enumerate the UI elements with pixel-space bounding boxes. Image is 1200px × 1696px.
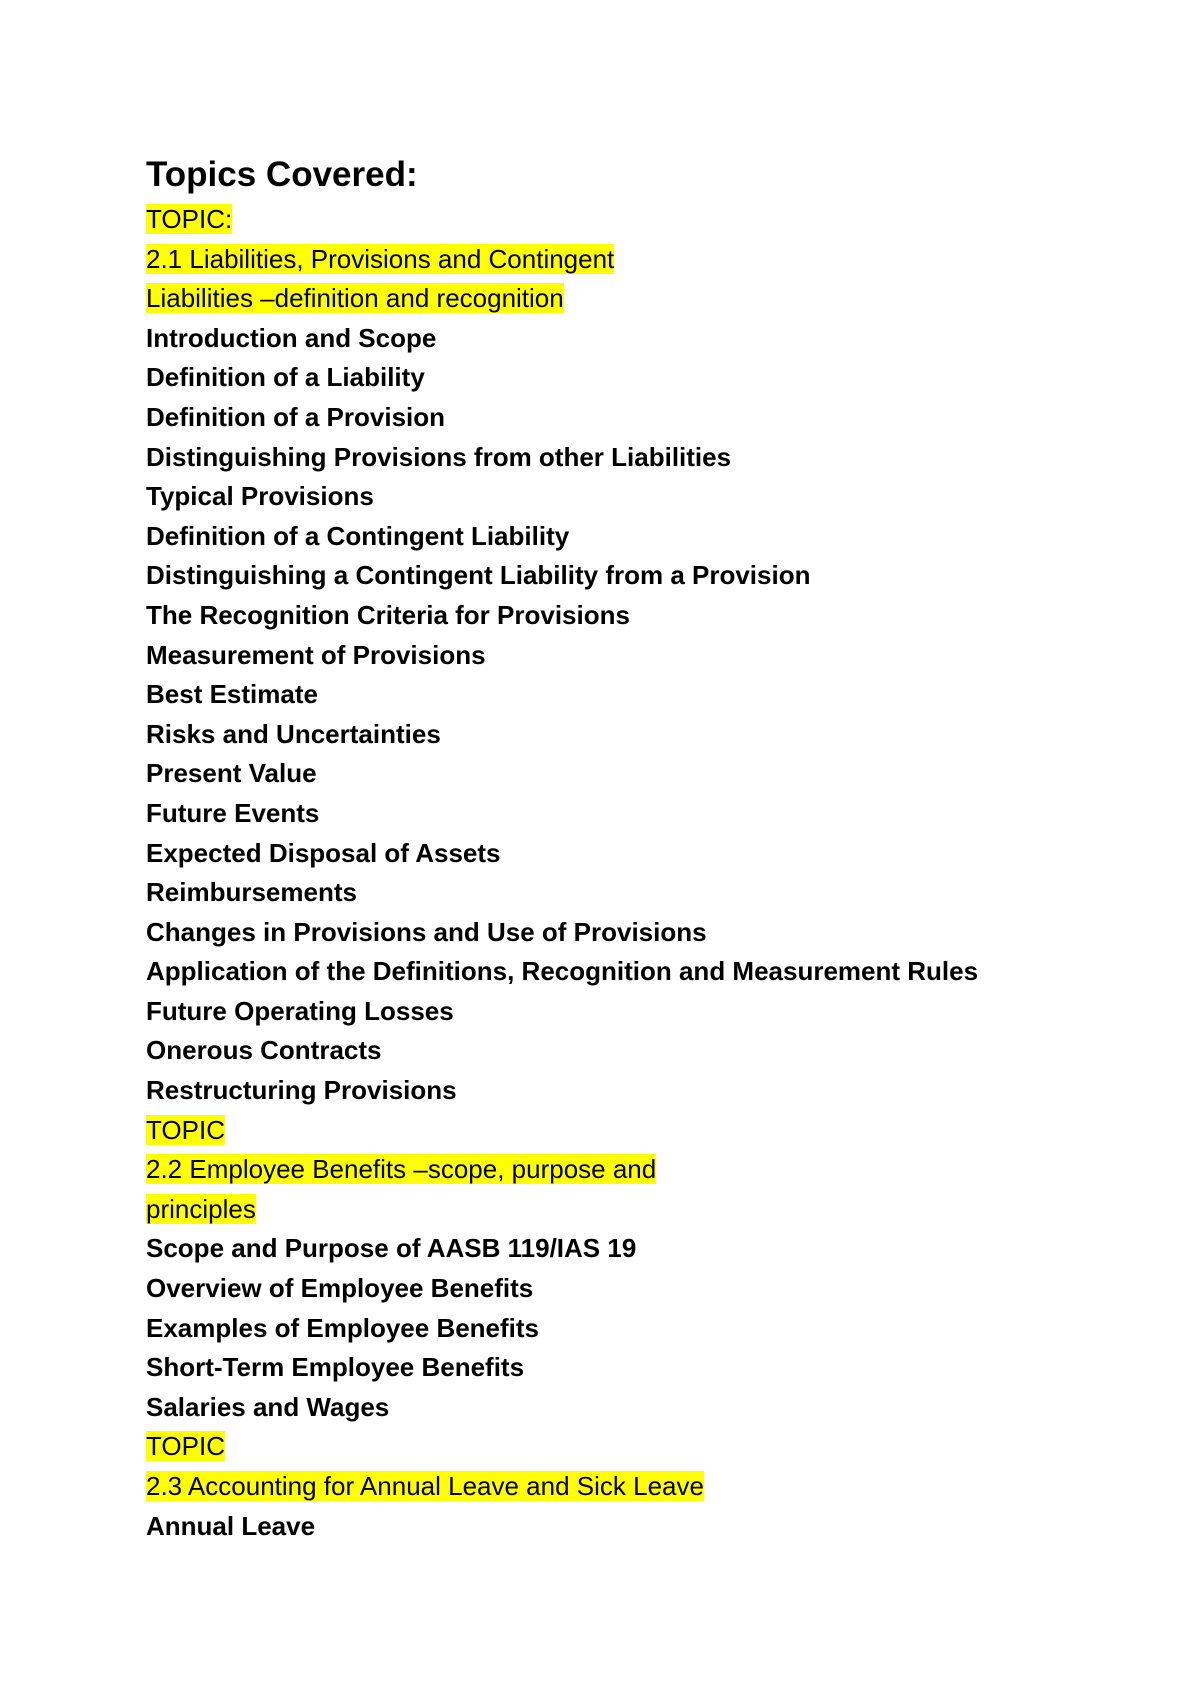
topic-item (146, 715, 1146, 755)
line-text: Scope and Purpose of AASB 119/IAS 19 (146, 1233, 637, 1264)
topic-heading-line (146, 1150, 1146, 1190)
topic-item (146, 834, 1146, 874)
topic-heading-line (146, 1427, 1146, 1467)
topic-item (146, 596, 1146, 636)
line-text: Measurement of Provisions (146, 639, 486, 670)
line-text: TOPIC (146, 1431, 225, 1462)
line-text: Reimbursements (146, 877, 357, 908)
line-text: Definition of a Contingent Liability (146, 520, 570, 551)
topic-list (146, 200, 1146, 1546)
topic-item (146, 913, 1146, 953)
topic-item (146, 952, 1146, 992)
line-text: Definition of a Liability (146, 362, 425, 393)
line-text: Present Value (146, 758, 317, 789)
topic-item (146, 438, 1146, 478)
line-text: Salaries and Wages (146, 1391, 390, 1422)
line-text: 2.2 Employee Benefits –scope, purpose and (146, 1154, 657, 1185)
topic-item (146, 1309, 1146, 1349)
line-text: Short-Term Employee Benefits (146, 1352, 525, 1383)
topic-item (146, 992, 1146, 1032)
line-text: Best Estimate (146, 679, 318, 710)
line-text: The Recognition Criteria for Provisions (146, 599, 630, 630)
line-text: Definition of a Provision (146, 401, 446, 432)
topic-item (146, 517, 1146, 557)
document-page (146, 150, 1146, 1546)
line-text: Examples of Employee Benefits (146, 1312, 540, 1343)
line-text: Introduction and Scope (146, 322, 437, 353)
topic-item (146, 477, 1146, 517)
topic-heading-line (146, 240, 1146, 280)
line-text: Risks and Uncertainties (146, 718, 441, 749)
topic-heading-line (146, 1111, 1146, 1151)
topic-item (146, 754, 1146, 794)
line-text: TOPIC (146, 1114, 225, 1145)
topic-item (146, 636, 1146, 676)
topic-heading-line (146, 279, 1146, 319)
line-text: Future Events (146, 797, 320, 828)
line-text: Overview of Employee Benefits (146, 1273, 534, 1304)
line-text: Distinguishing a Contingent Liability from a Provision (146, 560, 811, 591)
topic-item (146, 1507, 1146, 1547)
line-text: TOPIC: (146, 204, 233, 234)
line-text: Future Operating Losses (146, 995, 454, 1026)
line-text: Application of the Definitions, Recognition and Measurement Rules (146, 956, 979, 987)
topic-item (146, 794, 1146, 834)
line-text: Annual Leave (146, 1510, 316, 1541)
topic-item (146, 1348, 1146, 1388)
topic-item (146, 1229, 1146, 1269)
topic-item (146, 1269, 1146, 1309)
line-text: principles (146, 1193, 256, 1224)
topic-item (146, 1031, 1146, 1071)
topic-heading-line (146, 1467, 1146, 1507)
line-text: Expected Disposal of Assets (146, 837, 501, 868)
line-text: Distinguishing Provisions from other Liabilities (146, 441, 732, 472)
topic-item (146, 319, 1146, 359)
line-text: Changes in Provisions and Use of Provisions (146, 916, 707, 947)
line-text: Liabilities –definition and recognition (146, 283, 564, 314)
topic-item (146, 358, 1146, 398)
topic-item (146, 556, 1146, 596)
line-text: Typical Provisions (146, 481, 374, 512)
topic-heading-line (146, 1190, 1146, 1230)
line-text: Onerous Contracts (146, 1035, 382, 1066)
topic-item (146, 1071, 1146, 1111)
line-text: Restructuring Provisions (146, 1075, 457, 1106)
topic-item (146, 675, 1146, 715)
line-text: 2.1 Liabilities, Provisions and Contingent (146, 243, 615, 274)
topic-item (146, 1388, 1146, 1428)
topic-item (146, 398, 1146, 438)
topic-heading-line (146, 200, 1146, 240)
line-text: 2.3 Accounting for Annual Leave and Sick Leave (146, 1471, 704, 1501)
page-title: Topics Covered: (146, 155, 418, 194)
topic-item (146, 873, 1146, 913)
